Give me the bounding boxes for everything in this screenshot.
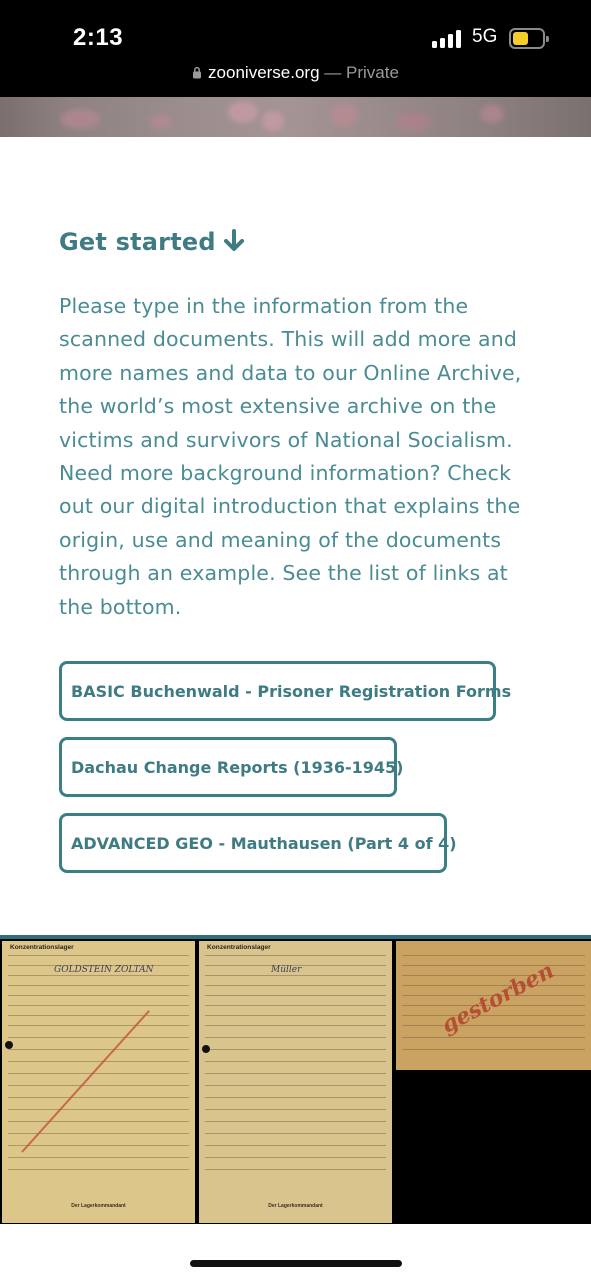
gallery-card-document[interactable] <box>396 941 591 1070</box>
document-gallery <box>0 939 591 1224</box>
cellular-signal-icon <box>432 30 462 48</box>
document-header: Konzentrationslager <box>10 944 74 951</box>
document-footer: Der Lagerkommandant <box>71 1203 126 1209</box>
intro-paragraph: Please type in the information from the scanned documents. This will add more and more names and data to our Online Archive, the world’s most extensive archive on the victims and survivors of National Socialism. Need more background information? Check out our digital introduction that explains the origin, use and meaning of the documents through an example. See the list of links at the bottom. <box>59 294 522 619</box>
gallery-card-blank <box>396 1070 591 1223</box>
get-started-heading <box>59 228 246 259</box>
network-type: 5G <box>472 26 498 47</box>
document-footer: Der Lagerkommandant <box>268 1203 323 1209</box>
battery-icon <box>509 28 545 49</box>
clock: 2:13 <box>73 24 124 51</box>
project-button-dachau[interactable]: Dachau Change Reports (1936-1945) <box>59 737 397 797</box>
lock-icon <box>192 64 202 84</box>
gallery-card-document[interactable] <box>2 941 195 1223</box>
red-stamp-annotation: gestorben <box>437 957 559 1039</box>
hero-banner-image <box>0 97 591 137</box>
project-button-buchenwald[interactable]: BASIC Buchenwald - Prisoner Registration Forms <box>59 661 496 721</box>
handwritten-name: Müller <box>271 965 302 975</box>
status-bar <box>0 0 591 97</box>
document-header: Konzentrationslager <box>207 944 271 951</box>
address-bar[interactable] <box>0 63 591 84</box>
heading-text: Get started <box>59 228 216 256</box>
arrow-down-icon <box>222 229 246 259</box>
private-label: Private <box>346 63 399 82</box>
url-separator: — <box>319 63 347 82</box>
gallery-card-document[interactable] <box>199 941 392 1223</box>
project-button-mauthausen[interactable]: ADVANCED GEO - Mauthausen (Part 4 of 4) <box>59 813 447 873</box>
handwritten-name: GOLDSTEIN ZOLTAN <box>54 965 154 975</box>
home-indicator[interactable] <box>190 1260 402 1267</box>
url-host: zooniverse.org <box>208 63 320 82</box>
